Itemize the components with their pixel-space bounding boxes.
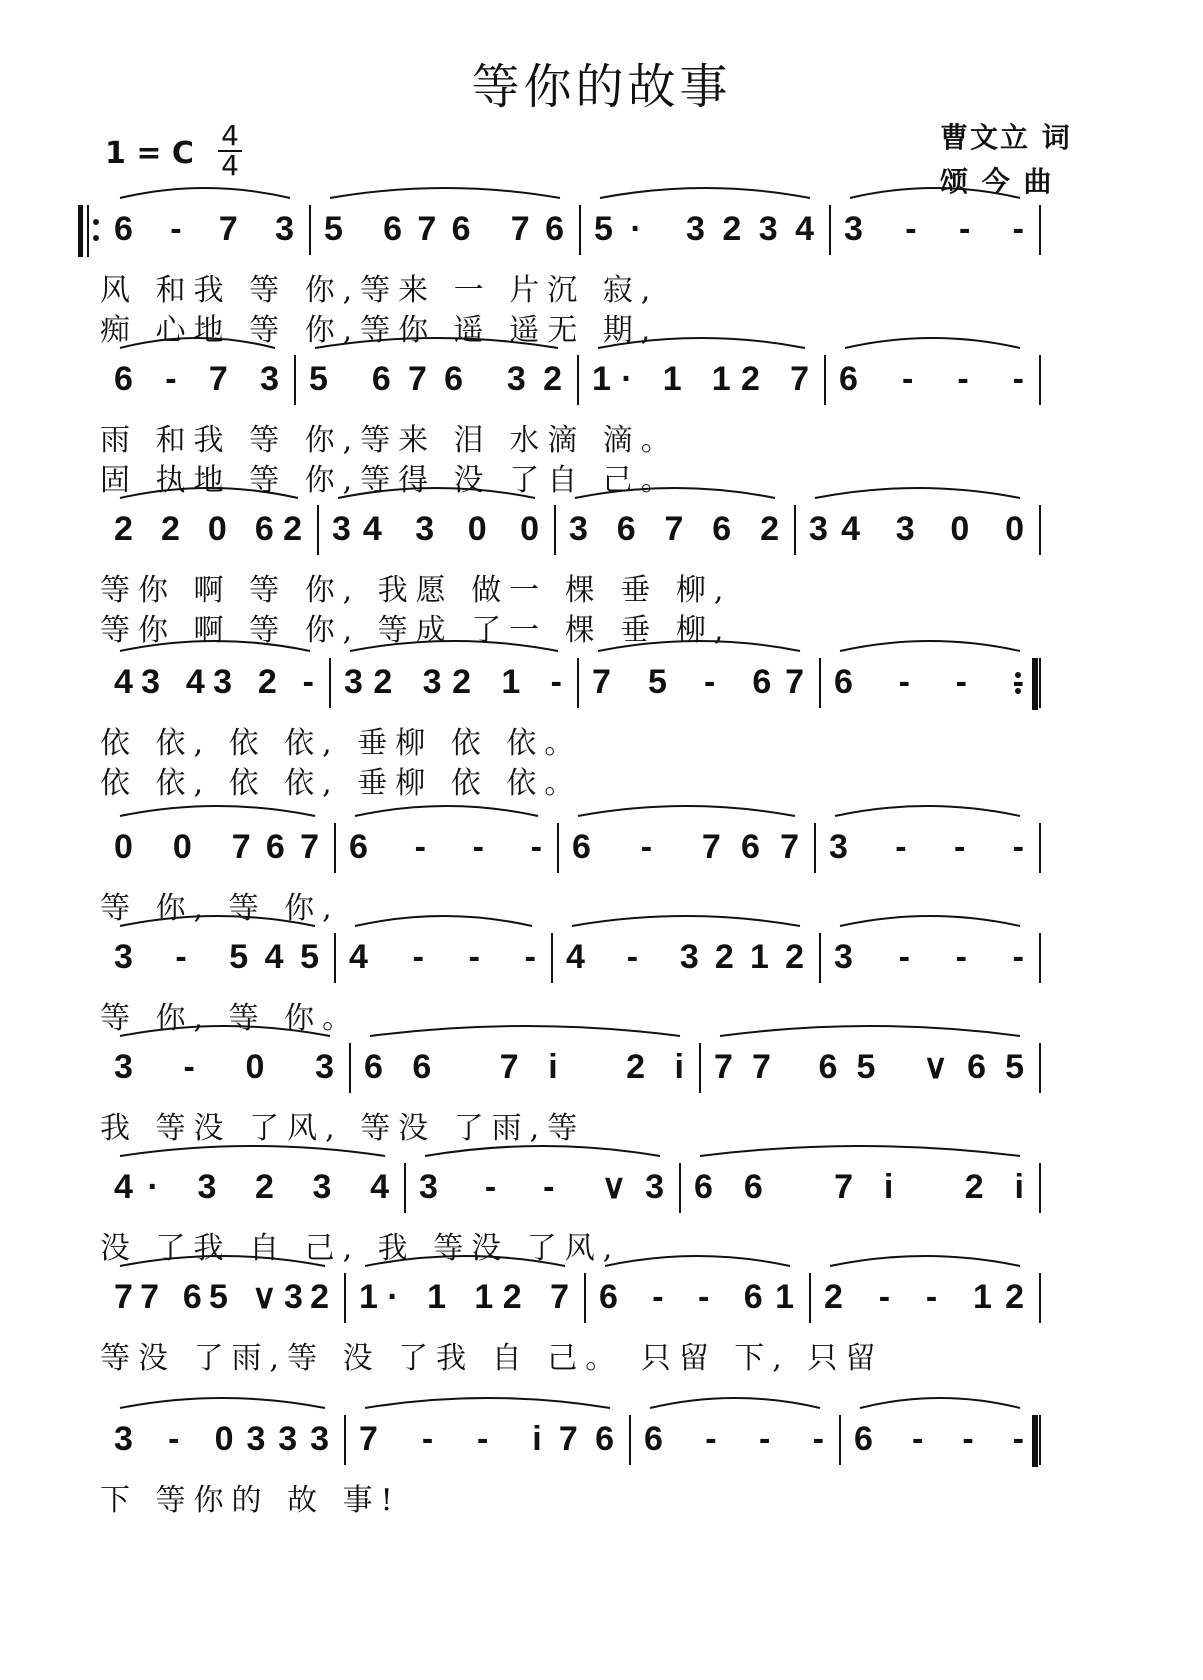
repeat-end-thick (1032, 658, 1038, 710)
slur (830, 1256, 1020, 1266)
measure-notes: 77 65 ∨32 (114, 1278, 329, 1316)
measure-notes: 4 - 3212 (566, 938, 804, 976)
repeat-start-thick (78, 205, 83, 257)
slur (650, 1398, 820, 1408)
meter-top: 4 (221, 119, 239, 152)
system-10 (100, 1398, 1040, 1518)
measure-notes: 6 - - - (839, 360, 1024, 398)
lyric-line: 痴 心地 等 你,等你 遥 遥无 期, (100, 313, 659, 348)
lyric-line: 等没 了雨,等 没 了我 自 己。 只留 下, 只留 (100, 1341, 884, 1376)
measure-notes: 5 676 76 (324, 210, 564, 248)
system-2 (100, 338, 1040, 498)
measure-notes: 3 - - - (844, 210, 1024, 248)
measure-notes: 2 - - 12 (824, 1278, 1024, 1316)
system-9 (100, 1256, 1040, 1376)
slur (425, 1146, 660, 1156)
lyric-line: 下 等你的 故 事! (100, 1483, 401, 1518)
measure-notes: 34 3 0 0 (332, 510, 539, 548)
slur (355, 806, 538, 816)
system-7 (100, 1026, 1040, 1146)
measure-notes: 3 - - - (829, 828, 1024, 866)
repeat-dot (93, 235, 99, 241)
measure-notes: 6 - 7 3 (114, 360, 279, 398)
measure-notes: 3 - - - (834, 938, 1024, 976)
measure-notes: 5· 3234 (594, 210, 814, 248)
slur (850, 188, 1020, 198)
lyric-line: 依 依, 依 依, 垂柳 依 依。 (100, 726, 583, 761)
slur (572, 916, 800, 926)
measure-notes: 1· 1 12 7 (592, 360, 809, 398)
measure-notes: 4 - - - (349, 938, 536, 976)
system-5 (100, 806, 1040, 926)
slur (355, 916, 532, 926)
lyric-line: 风 和我 等 你,等来 一 片沉 寂, (100, 273, 659, 308)
measure-notes: 6 - - - (854, 1420, 1024, 1458)
slur (860, 1398, 1020, 1408)
measure-notes: 2 2 0 62 (114, 510, 302, 548)
measure-notes: 32 32 1 - (344, 663, 562, 701)
lyric-line: 固 执地 等 你,等得 没 了自 己。 (100, 463, 679, 498)
lyric-line: 等 你, 等 你。 (100, 1001, 361, 1036)
measure-notes: 6 - - - (644, 1420, 824, 1458)
staff-systems (78, 188, 1040, 1518)
slur (840, 916, 1020, 926)
measure-notes: 4· 3 2 3 4 (114, 1168, 389, 1206)
slur (120, 188, 290, 198)
repeat-dot (93, 219, 99, 225)
slur (815, 488, 1020, 498)
slur (120, 1398, 325, 1408)
lyric-line: 等 你, 等 你, (100, 891, 340, 926)
system-6 (100, 916, 1040, 1036)
system-1 (78, 188, 1040, 348)
measure-notes: 5 676 32 (309, 360, 562, 398)
slur (370, 1026, 680, 1036)
lyric-line: 没 了我 自 己, 我 等没 了风, (100, 1231, 621, 1266)
measure-notes: 7 5 - 67 (592, 663, 804, 701)
lyric-line: 等你 啊 等 你, 等成 了一 棵 垂 柳, (100, 613, 732, 648)
measure-notes: 6 - 7 3 (114, 210, 294, 248)
slur (365, 1398, 610, 1408)
measure-notes: 34 3 0 0 (809, 510, 1024, 548)
measure-notes: 6 - - 61 (599, 1278, 794, 1316)
song-title: 等你的故事 (471, 59, 732, 115)
lyric-line: 雨 和我 等 你,等来 泪 水滴 滴。 (100, 423, 679, 458)
measure-notes: 3 - - ∨3 (419, 1168, 664, 1206)
slur (600, 188, 810, 198)
slur (700, 1146, 1020, 1156)
measure-notes: 3 - 0333 (114, 1420, 329, 1458)
slur (835, 806, 1020, 816)
slur (840, 641, 1020, 651)
slur (120, 806, 315, 816)
lyric-line: 等你 啊 等 你, 我愿 做一 棵 垂 柳, (100, 573, 732, 608)
lyric-line: 依 依, 依 依, 垂柳 依 依。 (100, 766, 583, 801)
measure-notes: 66 7i 2i (364, 1048, 684, 1086)
measure-notes: 1· 1 12 7 (359, 1278, 569, 1316)
measure-notes: 77 65 ∨65 (714, 1048, 1024, 1086)
measure-notes: 43 43 2 - (114, 663, 314, 701)
slur (605, 1256, 790, 1266)
composer-credit: 颂 今 曲 (940, 165, 1054, 198)
system-8 (100, 1146, 1040, 1266)
measure-notes: 66 7i 2i (694, 1168, 1024, 1206)
slur (720, 1026, 1020, 1036)
measure-notes: 0 0 767 (114, 828, 319, 866)
system-3 (100, 488, 1040, 648)
slur (845, 338, 1020, 348)
slur (578, 806, 795, 816)
lyric-line: 我 等没 了风, 等没 了雨,等 (100, 1111, 586, 1146)
measure-notes: 3 - 545 (114, 938, 319, 976)
measure-notes: 6 - - - (349, 828, 542, 866)
slur (120, 1146, 385, 1156)
measure-notes: 6 - 767 (572, 828, 799, 866)
slur (330, 188, 560, 198)
measure-notes: 6 - - - (834, 663, 1024, 701)
system-4 (100, 641, 1040, 801)
measure-notes: 3 - 0 3 (114, 1048, 334, 1086)
final-bar-thick (1032, 1415, 1038, 1467)
measure-notes: 7 - - i76 (359, 1420, 614, 1458)
measure-notes: 3 6 7 6 2 (569, 510, 779, 548)
key-signature: 1 = C (105, 136, 194, 171)
lyricist-credit: 曹文立 词 (940, 121, 1072, 154)
meter-bottom: 4 (221, 149, 239, 182)
